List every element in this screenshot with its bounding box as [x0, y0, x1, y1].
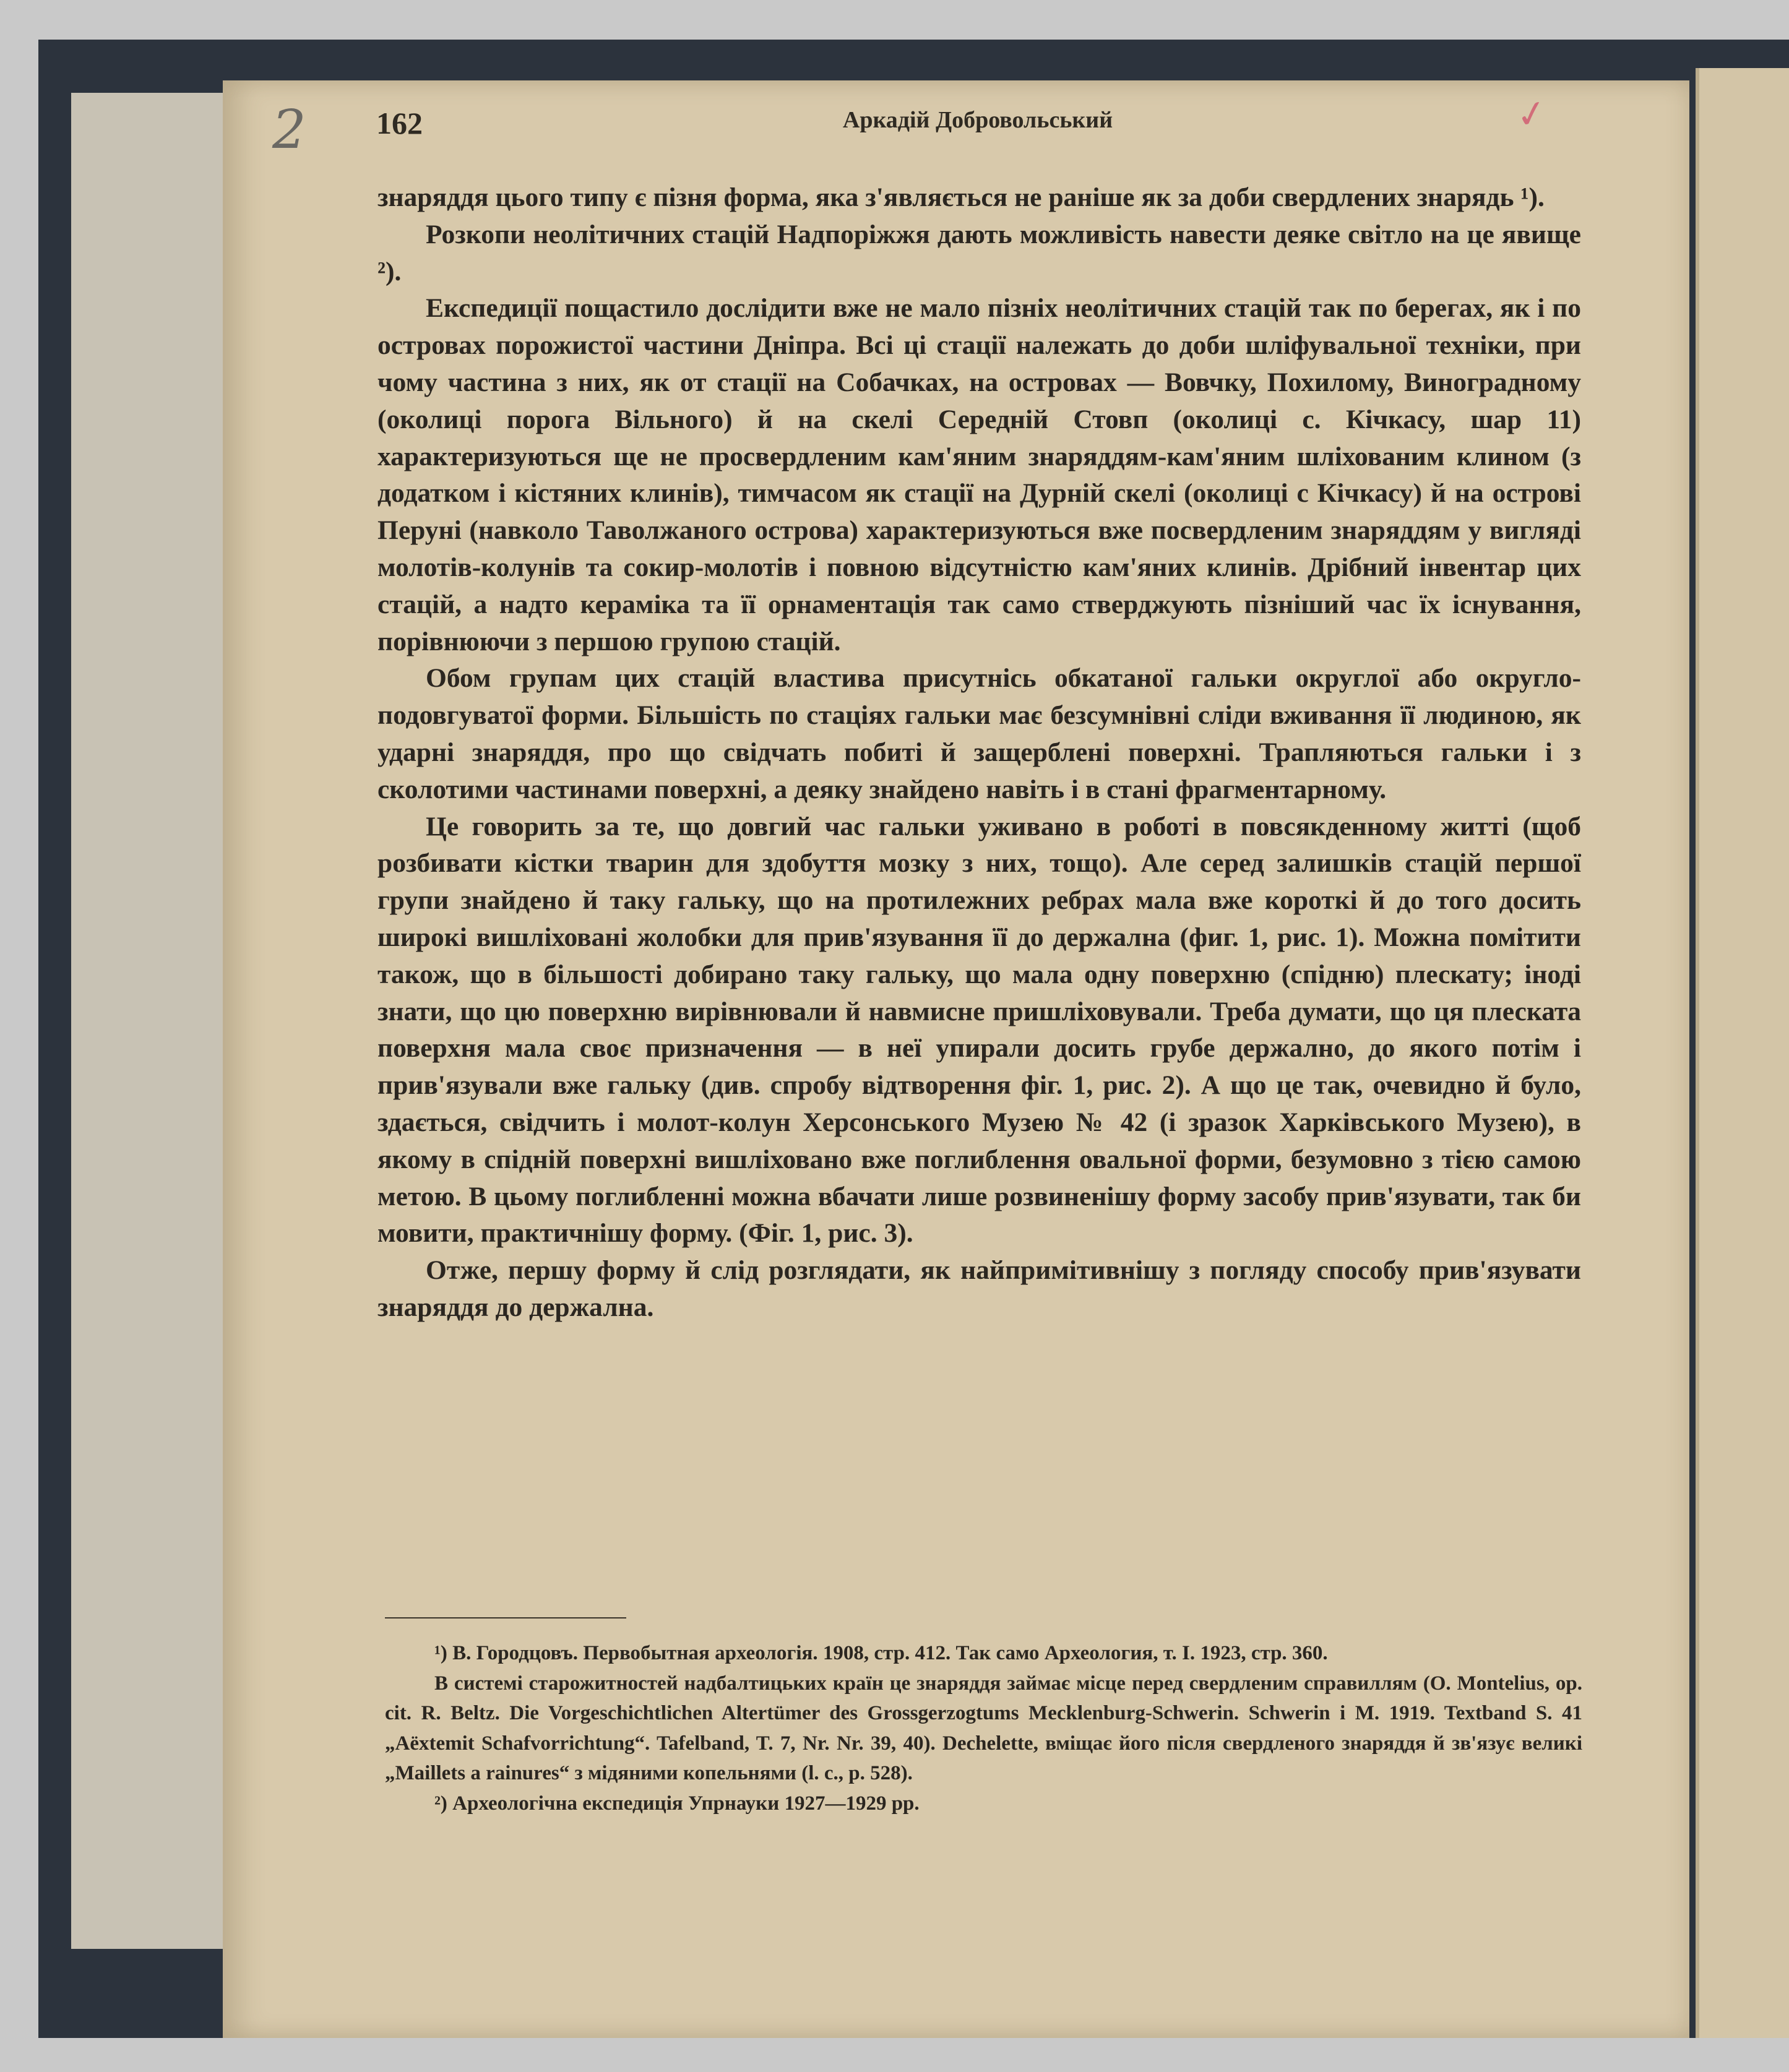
footnote-1-continued: В системі старожитностей надбалтицьких країн це знаряддя займає місце перед свердленим справиллям (O. Montelius, op. cit. R. Beltz. Die Vorgeschichtlichen Altertümer des Grossgerzogtums Mecklenburg-Schwerin. Schwerin i M. 1919. Textband S. 41 „Aëxtemit Schafvorrichtung“. Tafelband, T. 7, Nr. Nr. 39, 40). Dechelette, вміщає його після свердленого знаряддя й зв'язує великі „Maillets a rainures“ з мідяними копельнями (l. c., p. 528).	[385, 1672, 1582, 1784]
book-page	[223, 80, 1689, 2038]
pencil-annotation: 2	[272, 99, 306, 161]
footnote-2	[385, 1789, 1582, 1819]
body-text	[377, 179, 1581, 1326]
footnote-marker: ²)	[434, 1792, 447, 1815]
adjacent-page-edge	[1696, 68, 1789, 2038]
red-check-mark: ✓	[1512, 90, 1551, 139]
paragraph: Обом групам цих стацій властива присутнісь обкатаної гальки округлої або округло-подовгуватої форми. Більшість по стаціях гальки має безсумнівні сліди вживання її людиною, як ударні знаряддя, про що свідчать побиті й защерблені поверхні. Трапляються гальки і з сколотими частинами поверхні, а деяку знайдено навіть і в стані фрагментарному.	[377, 663, 1581, 804]
paragraph: Експедиції пощастило дослідити вже не мало пізніх неолітичних стацій так по берегах, як і по островах порожистої частини Дніпра. Всі ці стації належать до доби шліфувальної техніки, при чому частина з них, як от стації на Собачках, на островах — Вовчку, Похилому, Виноградному (околиці порога Вільного) й на скелі Середній Стовп (околиці с. Кічкасу, шар 11) характеризуються ще не просвердленим кам'яним знаряддям-кам'яним шліхованим клином (з додатком і кістяних клинів), тимчасом як стації на Дурній скелі (околиці с Кічкасу) й на острові Перуні (навколо Таволжаного острова) характеризуються вже посвердленим знаряддям у вигляді молотів-колунів та сокир-молотів і повною відсутністю кам'яних клинів. Дрібний інвентар цих стацій, а надто кераміка та її орнаментація так само стверджують пізніший час їх існування, порівнюючи з першою групою стацій.	[377, 293, 1581, 656]
footnote-separator	[385, 1617, 626, 1618]
running-head: Аркадій Добровольський	[842, 107, 1113, 133]
paragraph: Розкопи неолітичних стацій Надпоріжжя дають можливість навести деяке світло на це явище ²).	[377, 219, 1581, 286]
footnote-marker: ¹)	[434, 1642, 447, 1664]
footnote-text: В. Городцовъ. Первобытная археологія. 1908, стр. 412. Так само Археология, т. I. 1923, стр. 360.	[452, 1642, 1328, 1664]
footnotes	[385, 1638, 1582, 1818]
paragraph: Це говорить за те, що довгий час гальки уживано в роботі в повсякденному житті (щоб розбивати кістки тварин для здобуття мозку з них, тощо). Але серед залишків стацій першої групи знайдено й таку гальку, що на протилежних ребрах мала вже короткі й до того досить широкі вишліховані жолобки для прив'язування її до держална (фиг. 1, рис. 1). Можна помітити також, що в більшості добирано таку гальку, що мала одну поверхню (спідню) плескату; іноді знати, що цю поверхню вирівнювали й навмисне пришліховували. Треба думати, що ця плескатa поверхня мала своє призначення — в неї упирали досить грубе держално, до якого потім і прив'язували вже гальку (див. спробу відтворення фіг. 1, рис. 2). А що це так, очевидно й було, здається, свідчить і молот-колун Херсонського Музею № 42 (і зразок Харківського Музею), в якому в спідній поверхні вишліховано вже поглиблення овальної форми, безумовно з тією самою метою. В цьому поглибленні можна вбачати лише розвиненішу форму засобу прив'язувати, так би мовити, практичнішу форму. (Фіг. 1, рис. 3).	[377, 811, 1581, 1249]
paragraph: Отже, першу форму й слід розглядати, як найпримітивнішу з погляду способу прив'язувати знаряддя до держална.	[377, 1255, 1581, 1322]
paragraph: знаряддя цього типу є пізня форма, яка з'являється не раніше як за доби свердлених знарядь ¹).	[377, 183, 1545, 212]
page-number: 162	[376, 106, 423, 140]
footnote-1	[385, 1638, 1582, 1669]
footnote-text: Археологічна експедиція Упрнауки 1927—1929 рр.	[452, 1792, 920, 1815]
